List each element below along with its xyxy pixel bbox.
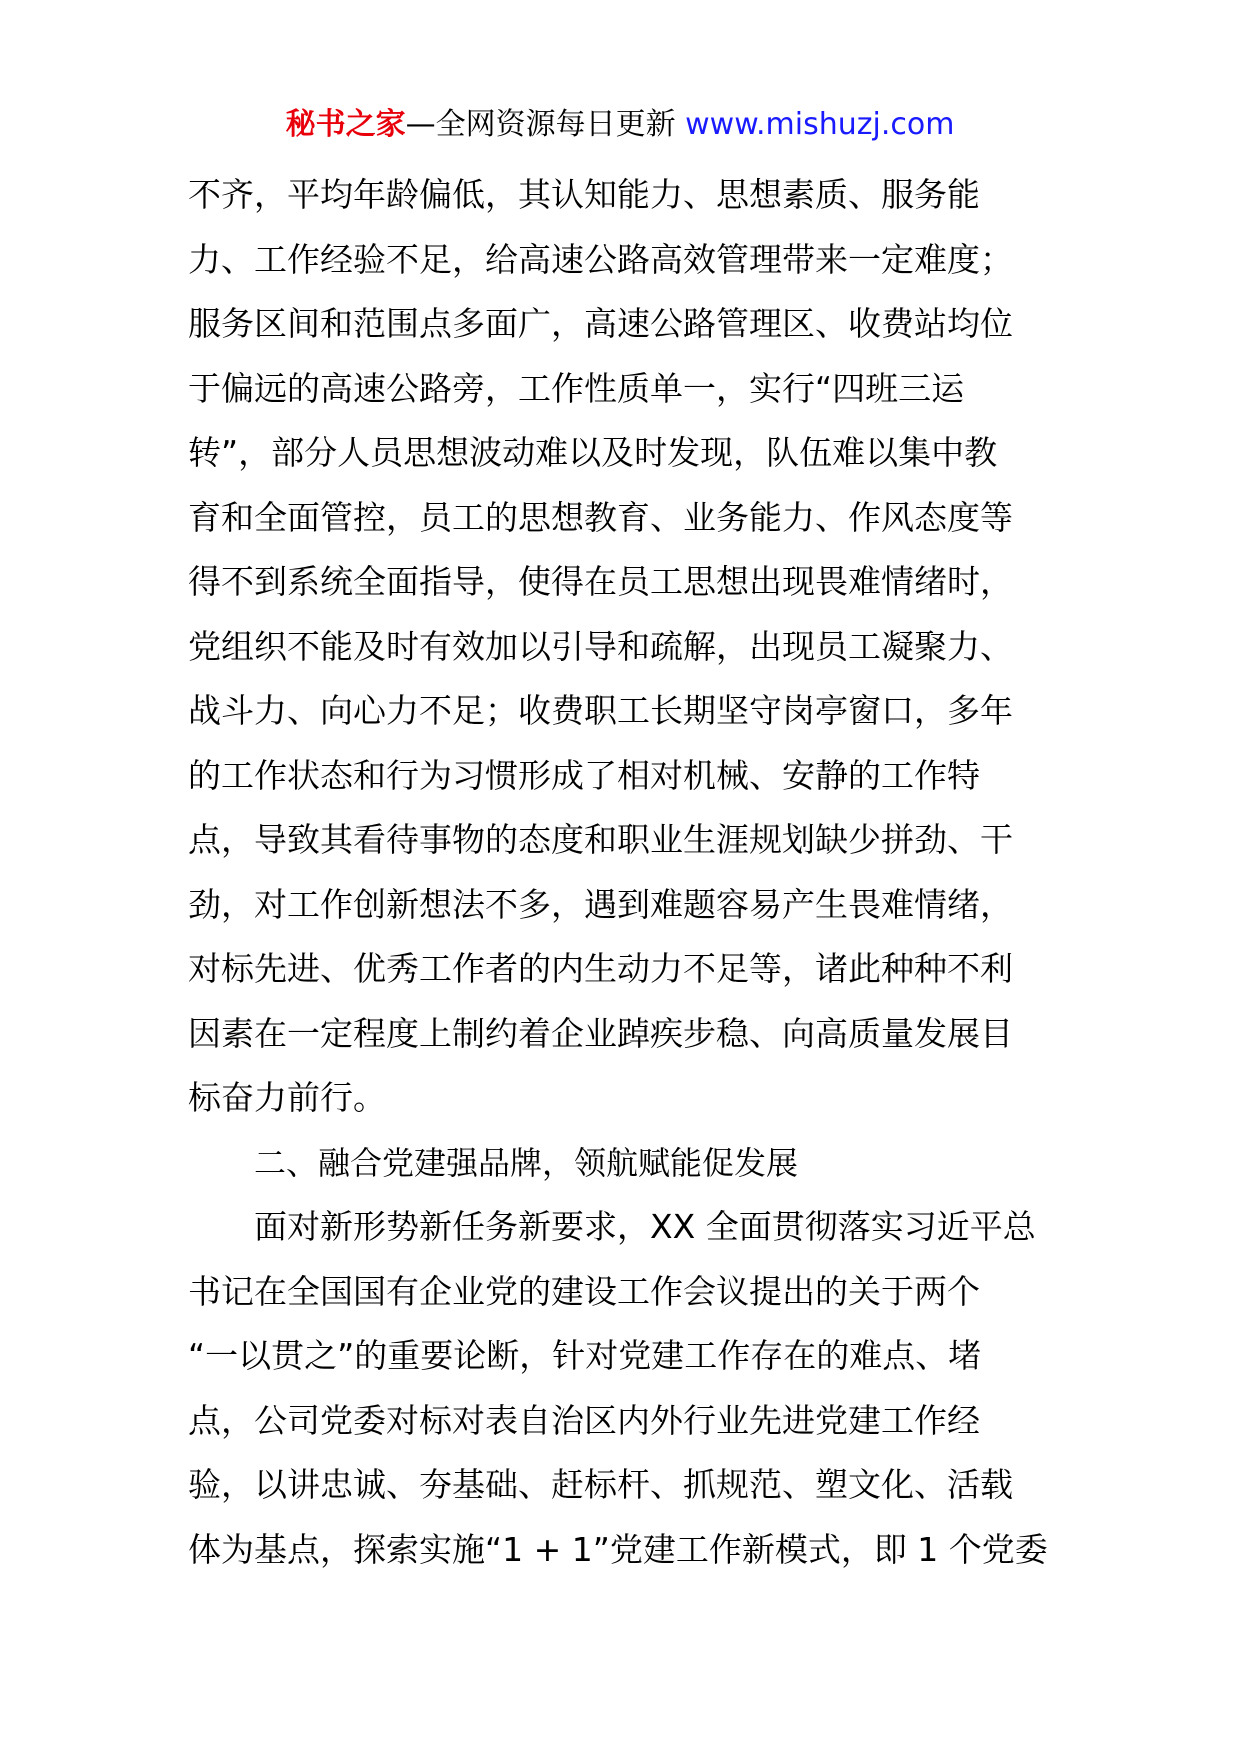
section-heading: 二、融合党建强品牌，领航赋能促发展 [254, 1143, 799, 1182]
text-line: 对标先进、优秀工作者的内生动力不足等，诸此种种不利 [188, 949, 1013, 988]
text-line: 党组织不能及时有效加以引导和疏解，出现员工凝聚力、 [188, 626, 1013, 666]
text-line: 得不到系统全面指导，使得在员工思想出现畏难情绪时， [188, 562, 1013, 601]
header-tagline: —全网资源每日更新 [405, 107, 676, 142]
text-line: 书记在全国国有企业党的建设工作会议提出的关于两个 [188, 1271, 980, 1311]
site-url-link[interactable]: www.mishuzj.com [685, 107, 955, 142]
text-line: 体为基点，探索实施“1 + 1”党建工作新模式，即 1 个党委 [188, 1529, 1048, 1569]
text-line: “一以贯之”的重要论断，针对党建工作存在的难点、堵 [188, 1336, 982, 1375]
text-line: 标奋力前行。 [188, 1078, 386, 1117]
text-line: 因素在一定程度上制约着企业踔疾步稳、向高质量发展目 [188, 1013, 1013, 1053]
document-body [188, 163, 1058, 1582]
text-line: 于偏远的高速公路旁，工作性质单一，实行“四班三运 [188, 368, 965, 408]
text-line: 点，导致其看待事物的态度和职业生涯规划缺少拼劲、干 [188, 820, 1013, 859]
text-line: 验，以讲忠诚、夯基础、赶标杆、抓规范、塑文化、活载 [188, 1465, 1013, 1504]
text-line: 服务区间和范围点多面广，高速公路管理区、收费站均位 [188, 304, 1013, 343]
text-line: 育和全面管控，员工的思想教育、业务能力、作风态度等 [188, 497, 1013, 537]
text-line: 点，公司党委对标对表自治区内外行业先进党建工作经 [188, 1400, 980, 1440]
brand-name: 秘书之家 [285, 107, 406, 142]
page-header [0, 100, 1240, 150]
text-line: 力、工作经验不足，给高速公路高效管理带来一定难度； [188, 239, 1013, 279]
text-line: 劲，对工作创新想法不多，遇到难题容易产生畏难情绪， [188, 884, 1013, 924]
text-line: 的工作状态和行为习惯形成了相对机械、安静的工作特 [188, 755, 980, 795]
text-line: 转”，部分人员思想波动难以及时发现，队伍难以集中教 [188, 433, 998, 472]
text-line: 不齐，平均年龄偏低，其认知能力、思想素质、服务能 [188, 175, 980, 214]
text-line: 面对新形势新任务新要求，XX 全面贯彻落实习近平总 [254, 1207, 1036, 1246]
text-line: 战斗力、向心力不足；收费职工长期坚守岗亭窗口，多年 [188, 691, 1013, 730]
